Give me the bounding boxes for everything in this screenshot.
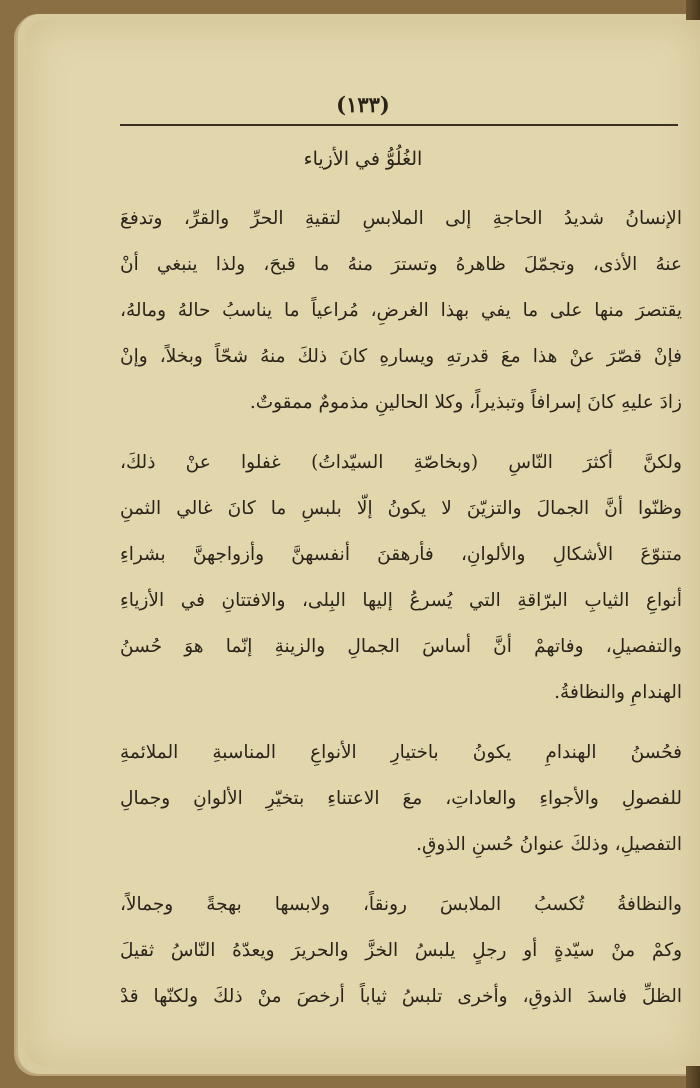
book-page — [26, 20, 700, 1066]
text-line: فحُسنُ الهندامِ يكونُ باختيارِ الأنواعِ المناسبةِ الملائمةِ — [120, 742, 682, 763]
text-line: الإنسانُ شديدُ الحاجةِ إلى الملابسِ لتقيةِ الحرِّ والقرِّ، وتدفعَ — [120, 208, 682, 229]
text-line: الظلِّ فاسدَ الذوقِ، وأخرى تلبسُ ثياباً أرخصَ منْ ذلكَ ولكنّها قدْ — [120, 986, 682, 1007]
text-line: والتفصيلِ، وفاتهمْ أنَّ أساسَ الجمالِ والزينةِ إنّما هوَ حُسنُ — [120, 636, 682, 657]
text-line: متنوّعَ الأشكالِ والألوانِ، فأرهقنَ أنفسهنَّ وأزواجهنَّ بشراءِ — [120, 544, 682, 565]
text-line: للفصولِ والأجواءِ والعاداتِ، معَ الاعتناءِ بتخيّرِ الألوانِ وجمالِ — [120, 788, 682, 809]
text-line: أنواعِ الثيابِ البرّاقةِ التي يُسرعُ إليها البِلى، والافتتانِ في الأزياءِ — [120, 590, 682, 611]
header-rule — [120, 124, 678, 126]
text-line: الهندامِ والنظافةُ. — [554, 682, 682, 703]
paragraph-4 — [120, 882, 682, 1020]
text-line: زادَ عليهِ كانَ إسرافاً وتبذيراً، وكلا الحالينِ مذمومٌ ممقوتٌ. — [249, 392, 682, 413]
text-line: ولكنَّ أكثرَ النّاسِ (وبخاصّةِ السيّداتُ) غفلوا عنْ ذلكَ، — [120, 452, 682, 473]
body-text — [120, 196, 682, 1020]
text-line: عنهُ الأذى، وتجمّلَ ظاهرهُ وتسترَ منهُ ما قبحَ، ولذا ينبغي أنْ — [120, 254, 682, 275]
text-line: وظنّوا أنَّ الجمالَ والتزيّنَ لا يكونُ إلّا بلبسِ ما كانَ غالي الثمنِ — [120, 498, 682, 519]
text-line: التفصيلِ، وذلكَ عنوانُ حُسنِ الذوقِ. — [416, 834, 682, 855]
page-number: (١٣٣) — [336, 92, 390, 117]
text-line: يقتصرَ منها على ما يفي بهذا الغرضِ، مُراعياً ما يناسبُ حالهُ ومالهُ، — [120, 300, 682, 321]
text-line: وكمْ منْ سيّدةٍ أو رجلٍ يلبسُ الخزَّ والحريرَ ويعدّهُ النّاسُ ثقيلَ — [120, 940, 682, 961]
paragraph-1 — [120, 196, 682, 426]
text-line: والنظافةُ تُكسبُ الملابسَ رونقاً، ولابسها بهجةً وجمالاً، — [120, 894, 682, 915]
text-line: فإنْ قصّرَ عنْ هذا معَ قدرتهِ ويسارهِ كانَ ذلكَ منهُ شحّاً وبخلاً، وإنْ — [120, 346, 682, 367]
section-title: الغُلُوُّ في الأزياء — [303, 148, 423, 170]
paragraph-2 — [120, 440, 682, 716]
paragraph-3 — [120, 730, 682, 868]
